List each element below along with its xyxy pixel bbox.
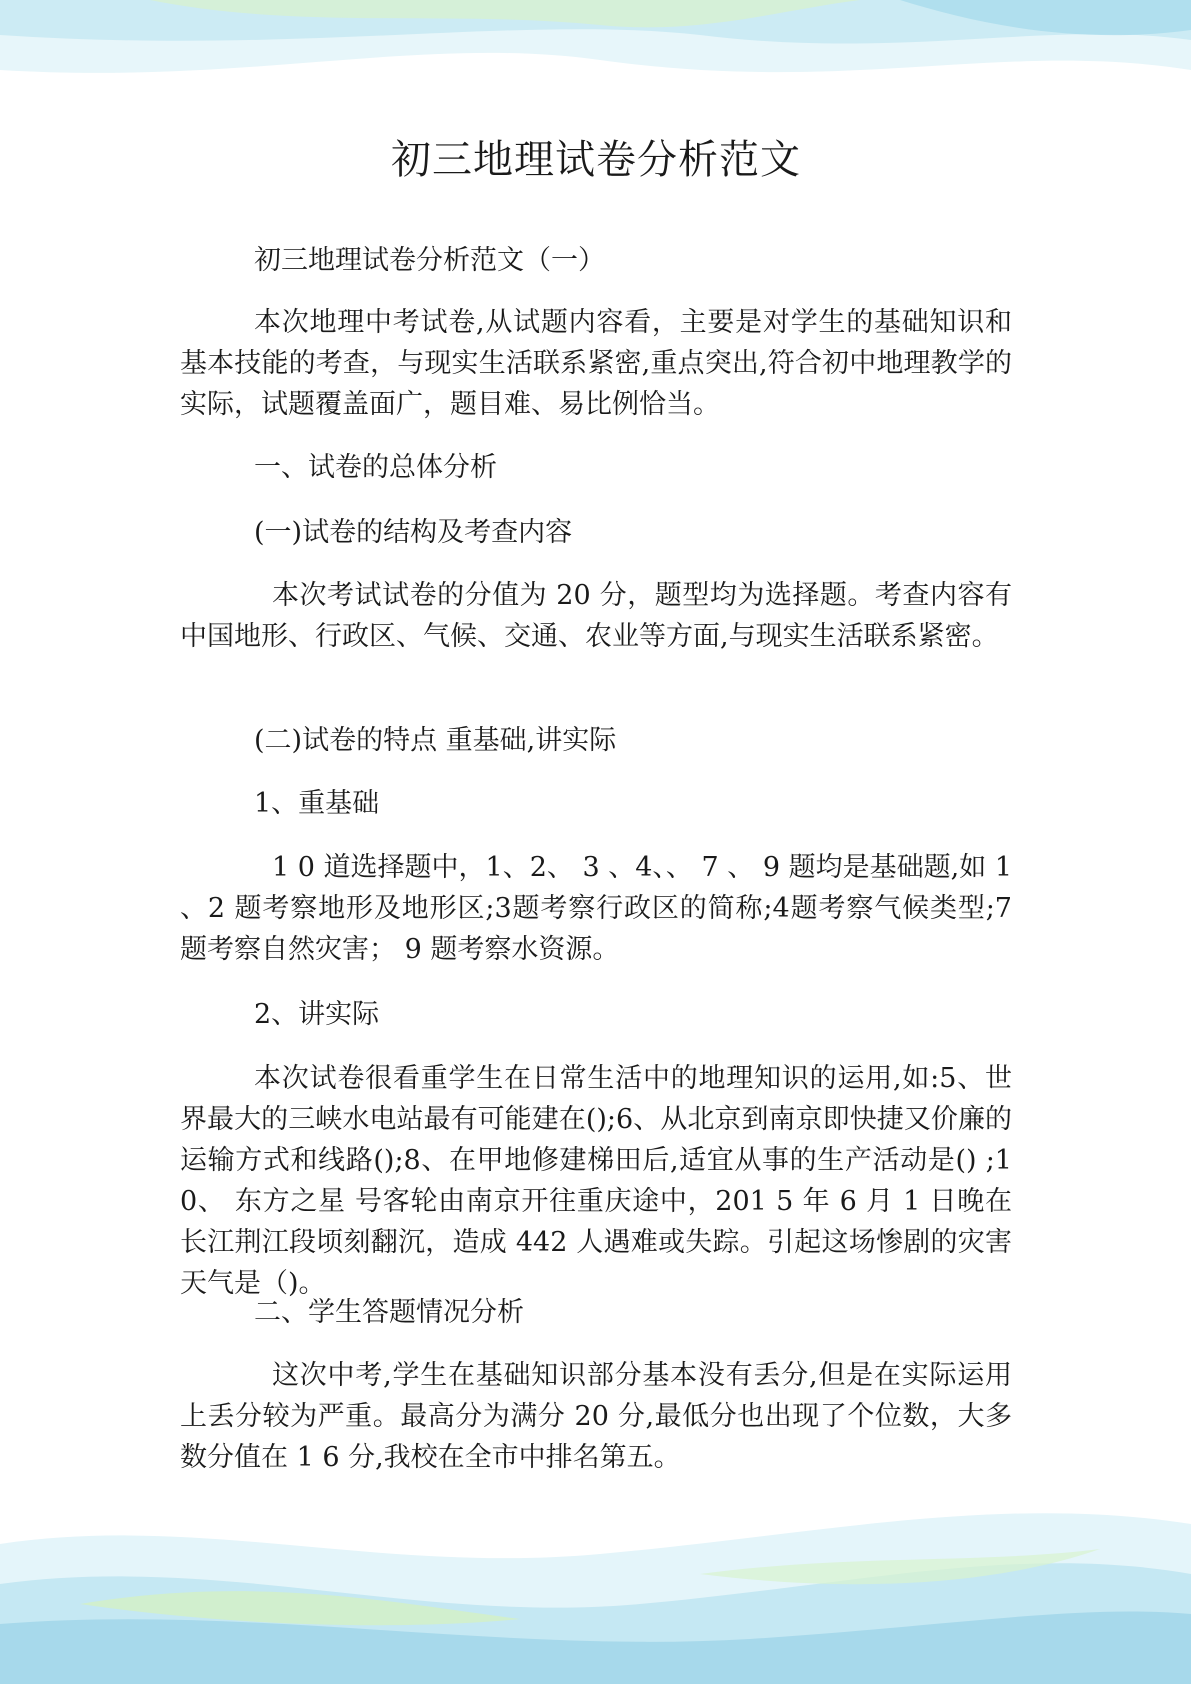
heading-structure-content: (一)试卷的结构及考查内容 (254, 517, 573, 548)
heading-features: (二)试卷的特点 重基础,讲实际 (254, 725, 617, 756)
heading-practical: 2、讲实际 (254, 999, 380, 1030)
paragraph-structure: 本次考试试卷的分值为 20 分，题型均为选择题。考查内容有中国地形、行政区、气候、交通、农业等方面,与现实生活联系紧密。 (180, 580, 1012, 652)
document-page (180, 0, 1012, 1684)
document-title: 初三地理试卷分析范文 (391, 137, 801, 183)
heading-overall-analysis: 一、试卷的总体分析 (254, 452, 497, 483)
paragraph-student-analysis: 这次中考,学生在基础知识部分基本没有丢分,但是在实际运用上丢分较为严重。最高分为满分 20 分,最低分也出现了个位数，大多数分值在 1 6 分,我校在全市中排名第五。 (180, 1360, 1012, 1473)
heading-basics: 1、重基础 (254, 788, 380, 819)
heading-student-analysis: 二、学生答题情况分析 (254, 1297, 524, 1328)
paragraph-practical: 本次试卷很看重学生在日常生活中的地理知识的运用,如:5、世界最大的三峡水电站最有可能建在();6、从北京到南京即快捷又价廉的运输方式和线路();8、在甲地修建梯田后,适宜从事的生产活动是() ;10、 东方之星 号客轮由南京开往重庆途中，201 5 年 6 月 1 日晚在长江荆江段顷刻翻沉，造成 442 人遇难或失踪。引起这场惨剧的灾害天气是（)。 (180, 1063, 1012, 1299)
paragraph-intro: 本次地理中考试卷,从试题内容看，主要是对学生的基础知识和基本技能的考查，与现实生活联系紧密,重点突出,符合初中地理教学的实际，试题覆盖面广，题目难、易比例恰当。 (180, 307, 1012, 420)
paragraph-basics: 1 0 道选择题中，1、2、 3 、4、、 7 、 9 题均是基础题,如 1 、2 题考察地形及地形区;3题考察行政区的简称;4题考察气候类型;7题考察自然灾害； 9 题考察水资源。 (180, 852, 1012, 965)
section-heading-example-one: 初三地理试卷分析范文（一） (254, 245, 605, 276)
